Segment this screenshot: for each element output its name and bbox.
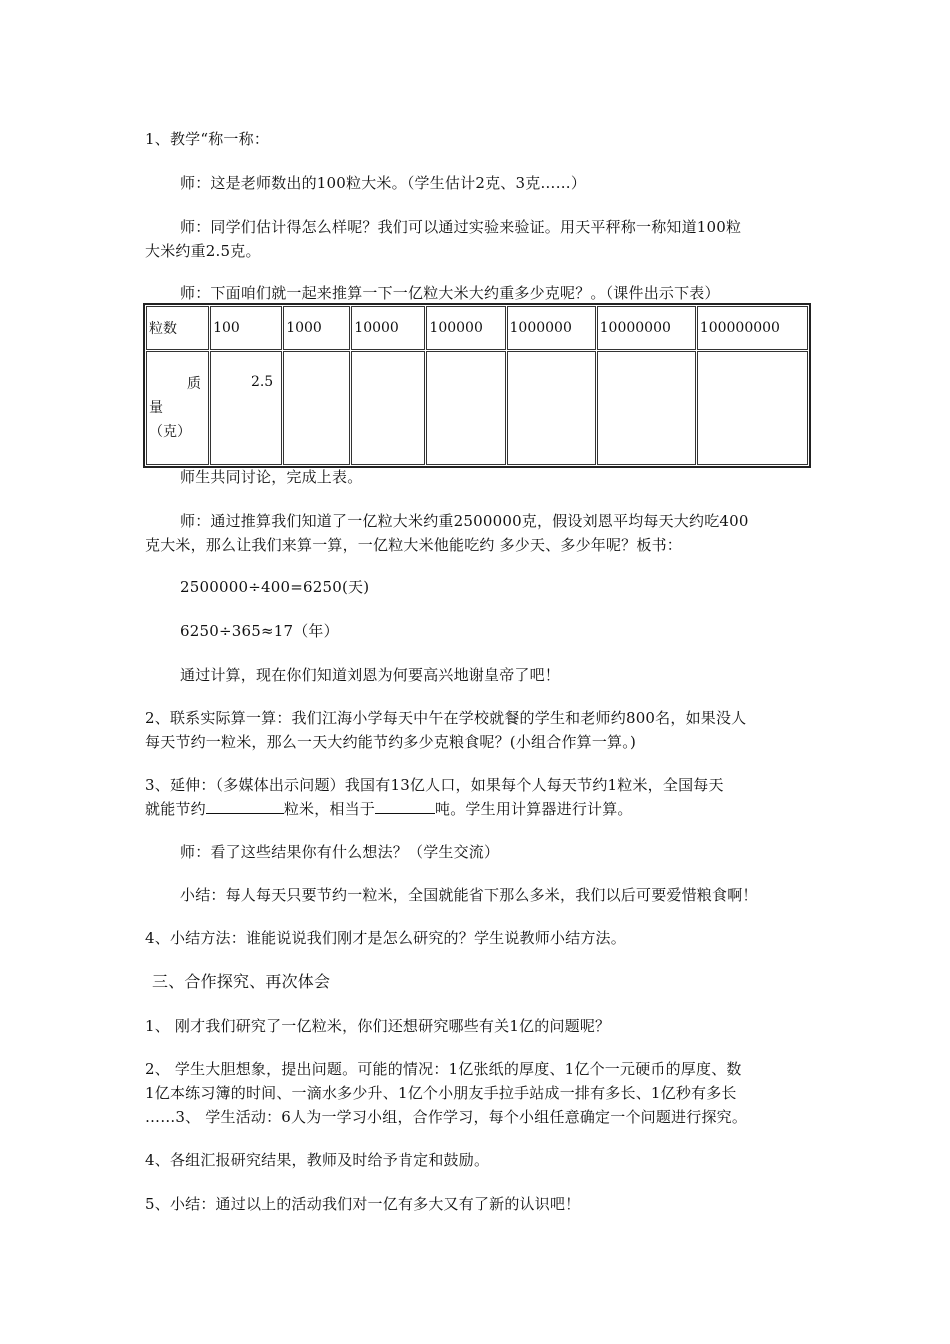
text-fragment: 就能节约 (145, 800, 206, 818)
mass-cell (507, 351, 596, 465)
list-item: 5、小结：通过以上的活动我们对一亿有多大又有了新的认识吧！ (145, 1195, 581, 1213)
row-label-mass (146, 351, 209, 465)
list-item: ……3、 学生活动：6人为一学习小组，合作学习，每个小组任意确定一个问题进行探究。 (145, 1108, 748, 1126)
list-item: 4、各组汇报研究结果，教师及时给予肯定和鼓励。 (145, 1151, 490, 1169)
paragraph: 师：看了这些结果你有什么想法？（学生交流） (180, 843, 500, 861)
part3-heading: 三、合作探究、再次体会 (152, 972, 331, 991)
paragraph: 师：下面咱们就一起来推算一下一亿粒大米大约重多少克呢？。（课件出示下表） (180, 284, 720, 302)
section2-line: 2、联系实际算一算：我们江海小学每天中午在学校就餐的学生和老师约800名，如果没人 (145, 709, 747, 727)
paragraph: 师：同学们估计得怎么样呢？我们可以通过实验来验证。用天平秤称一称知道100粒 (180, 218, 742, 236)
count-cell: 10000000 (597, 306, 696, 350)
mass-cell (597, 351, 696, 465)
count-cell: 100000 (426, 306, 505, 350)
paragraph: 大米约重2.5克。 (145, 242, 261, 260)
section1-title: 1、教学“称一称： (145, 130, 270, 148)
section3-line (145, 797, 825, 821)
paragraph: 师：通过推算我们知道了一亿粒大米约重2500000克，假设刘恩平均每天大约吃400 (180, 512, 749, 530)
count-cell: 1000 (283, 306, 350, 350)
answer-blank (375, 799, 435, 814)
paragraph: 小结：每人每天只要节约一粒米，全国就能省下那么多米，我们以后可要爱惜粮食啊！ (180, 886, 758, 904)
section3-line: 3、延伸：（多媒体出示问题）我国有13亿人口，如果每个人每天节约1粒米，全国每天 (145, 776, 724, 794)
calculation: 2500000÷400=6250(天) (180, 578, 370, 596)
mass-cell: 2.5 (210, 351, 282, 465)
mass-cell (283, 351, 350, 465)
mass-label-part: （克） (149, 424, 191, 440)
count-cell: 100 (210, 306, 282, 350)
calculation: 6250÷365≈17（年） (180, 622, 339, 640)
paragraph: 师生共同讨论，完成上表。 (180, 468, 363, 486)
text-fragment: 粒米，相当于 (283, 800, 376, 818)
table-row (146, 351, 808, 465)
paragraph: 克大米，那么让我们来算一算，一亿粒大米他能吃约 多少天、多少年呢？板书： (145, 536, 682, 554)
answer-blank (206, 799, 284, 814)
count-cell: 1000000 (507, 306, 596, 350)
row-label-count: 粒数 (146, 306, 209, 350)
paragraph: 通过计算，现在你们知道刘恩为何要高兴地谢皇帝了吧！ (180, 666, 561, 684)
rice-weight-table (143, 303, 811, 468)
section4-line: 4、小结方法：谁能说说我们刚才是怎么研究的？学生说教师小结方法。 (145, 929, 626, 947)
mass-cell (351, 351, 425, 465)
count-cell: 10000 (351, 306, 425, 350)
section2-line: 每天节约一粒米，那么一天大约能节约多少克粮食呢？(小组合作算一算。) (145, 733, 637, 751)
mass-cell (426, 351, 505, 465)
table-row (146, 306, 808, 350)
count-cell: 100000000 (697, 306, 808, 350)
mass-cell (697, 351, 808, 465)
list-item: 1、 刚才我们研究了一亿粒米，你们还想研究哪些有关1亿的问题呢？ (145, 1017, 611, 1035)
list-item: 2、 学生大胆想象，提出问题。可能的情况：1亿张纸的厚度、1亿个一元硬币的厚度、数 (145, 1060, 742, 1078)
text-fragment: 吨。学生用计算器进行计算。 (435, 800, 633, 818)
mass-label-part: 质 (187, 376, 201, 392)
mass-label-part: 量 (149, 400, 163, 416)
list-item: 1亿本练习簿的时间、一滴水多少升、1亿个小朋友手拉手站成一排有多长、1亿秒有多长 (145, 1084, 737, 1102)
paragraph: 师：这是老师数出的100粒大米。（学生估计2克、3克……） (180, 174, 587, 192)
